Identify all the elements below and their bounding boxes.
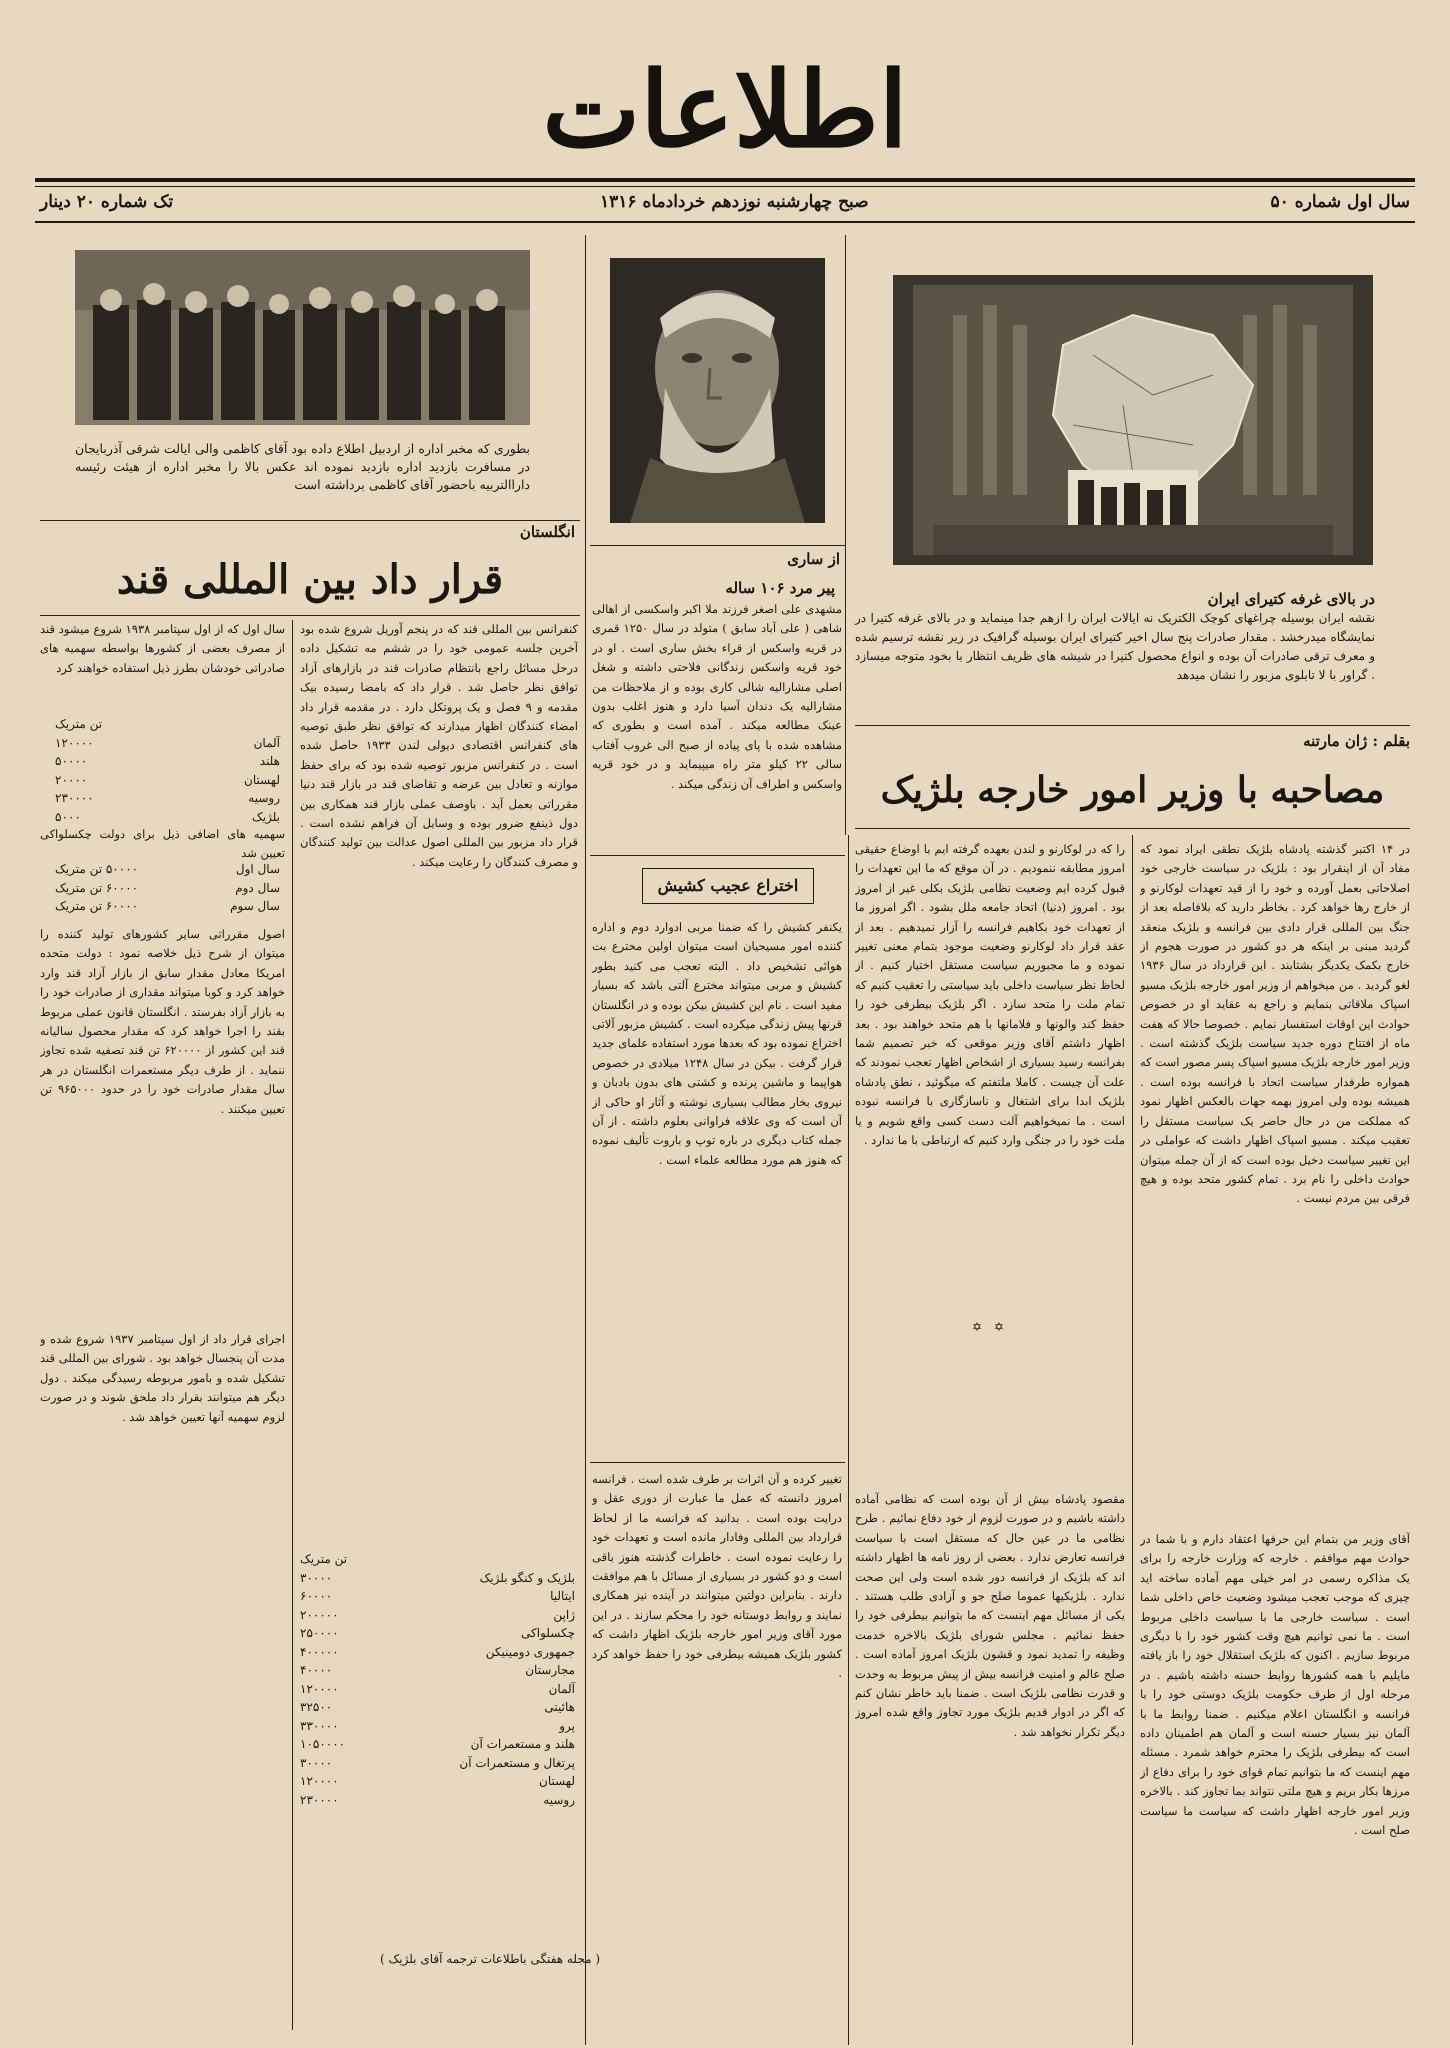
- table-cell-country: هلند: [259, 754, 280, 768]
- table-cell-value: ۱۲۰۰۰۰: [55, 735, 94, 750]
- interview-byline: بقلم : ژان مارتنه: [1303, 732, 1410, 750]
- inventor-article-text: یکنفر کشیش را که ضمنا مربی ادوارد دوم و اداره کننده امور مسیحیان است میتوان اولین مخترع بت هوائی تشخیص داد . البته تعجب می کنید بطور کشیش و مربی میتواند مخترع آلتی باشد که بسیار مفید است . نام این کشیش بیکن بوده و در انگلستان قرنها پیش زندگی میکرده است . کشیش مزبور آلاتی اختراع نموده بود که بعدها مورد استفاده علمای جدید قرار گرفت . بیکن در سال ۱۲۴۸ میلادی در خصوص هواپیما و ماشین پرنده و کشتی های بدون بادبان و نیروی بخار مطالب بسیاری نوشته و آثار او حاکی از آن است که وی علاقه فراوانی بعلوم داشته . از آن جمله کتاب دیگری در باره توپ و باروت تألیف نموده که هنوز هم مورد مطالعه علماء است .: [592, 920, 842, 1167]
- table-cell-country: سال اول: [235, 862, 280, 876]
- group-photo-caption: بطوری که مخبر اداره از اردبیل اطلاع داده بود آقای کاظمی والی ایالت شرقی آذربایجان در مسافرت بازدید اداره بازدید نموده اند عکس بالا را مخبر اداره از هیئت رئیسه داراالتربیه باحضور آقای کاظمی برداشته است: [75, 441, 530, 492]
- table-cell-country: روسیه: [543, 1792, 575, 1807]
- sugar-body-4: اصول مقرراتی سایر کشورهای تولید کننده را میتوان از شرح ذیل خلاصه نمود : دولت متحده امریکا معادل مقدار سابق از بازار آزاد قند وارد خواهد کرد و کوبا میتواند مقداری از صادرات خود را به بازار آزاد بفرستد . انگلستان قانون عملی مربوط بقند را اجرا خواهد کرد که مقدار محصول سالیانه قند این کشور از ۶۲۰۰۰۰ تن قند تصفیه شده تجاوز ننماید . از طرف دیگر مستعمرات انگلستان در هر سال مقدار صادرات خود را در حدود ۹۶۵۰۰۰ تن تعیین میکنند .: [40, 927, 285, 1116]
- column-rule: [848, 835, 849, 2045]
- table-cell-country: بلژیک و کنگو بلژیک: [479, 1570, 575, 1585]
- export-quota-table: [300, 1550, 575, 1809]
- map-caption-heading: در بالای غرفه کتیرای ایران: [1207, 590, 1375, 608]
- table-cell-country: سال دوم: [235, 880, 280, 895]
- table-row: [300, 1661, 575, 1680]
- czech-quota-table: [55, 860, 280, 916]
- inventor-article-boxed-headline: اختراع عجیب کشیش: [642, 868, 814, 904]
- map-photo-caption: [855, 590, 1375, 685]
- sugar-signoff: ( مجله هفتگی باطلاعات ترجمه آقای بلژیک ): [380, 1952, 600, 1966]
- table-cell-value: ۳۰۰۰۰: [300, 1755, 333, 1770]
- section-rule: [855, 725, 1410, 726]
- table-row: [55, 808, 280, 827]
- table-cell-value: ۲۳۰۰۰۰: [55, 791, 94, 805]
- section-rule: [590, 1462, 845, 1463]
- column-rule: [585, 235, 586, 2045]
- issue-number: سال اول شماره ۵۰: [1270, 192, 1410, 212]
- issue-price: تک شماره ۲۰ دینار: [40, 192, 174, 212]
- portrait-location-label: از ساری: [787, 550, 840, 568]
- table-row: [300, 1643, 575, 1662]
- table-cell-value: ۲۳۰۰۰۰: [300, 1792, 339, 1807]
- table-cell-value: ۶۰۰۰۰: [300, 1589, 333, 1603]
- table-cell-country: ایتالیا: [550, 1589, 575, 1603]
- table-cell-value: ۶۰۰۰۰ تن متریک: [55, 880, 139, 895]
- table-cell-value: ۱۰۵۰۰۰۰: [300, 1737, 346, 1751]
- table-row: [55, 771, 280, 790]
- section-rule: [40, 520, 580, 521]
- sugar-body-2: سال اول که از اول سپتامبر ۱۹۳۸ شروع میشود قند از مصرف بعضی از کشورها بواسطه سهمیه های صادراتی خودشان بطرز ذیل استفاده خواهند کرد: [40, 622, 285, 675]
- masthead-rule-top: [35, 178, 1415, 182]
- interview-column-1: در ۱۴ اکتبر گذشته پادشاه بلژیک نطقی ایراد نمود که مفاد آن از اینقرار بود : بلژیک در سیاست خارجی خود اصلاحاتی بعمل آورده و خود را از قید تعهدات لوکارنو و از خارج رها خواهد کرد . بخاطر دارید که بلافاصله بعد از جنگ بین المللی قرار دادی بین فرانسه و بلژیک منعقد گردید مبنی بر اینکه هر دو کشور در صورت هجوم از خارج بکمک یکدیگر بشتابند . این قرارداد در سال ۱۹۳۶ لغو گردید . من میخواهم از وزیر امور خارجه بلژیک مسیو اسپاک ملاقاتی بنمایم و راجع به عقاید او در خصوص حوادث این اوقات استفسار نمایم . خصوصا حالا که هفت ماه از افتتاح دوره جدید سیاست بلژیک گذشته است . وزیر امور خارجه بلژیک مسیو اسپاک پسر مصور است که همواره طرفدار سیاست اتحاد با فرانسه بوده است . همیشه بوده ولی امروز بهمه جهات بالعکس اظهار نمود که مملکت من در حال حاضر یک سیاست مستقل را تعقیب میکند . مسیو اسپاک اظهار داشت که عواملی در این تغییر سیاست دخیل بوده است که از آن جمله میتوان حوادث داخلی را نام برد . تمام کشور متحد بوده و هیچ فرقی بین مردم نیست .: [1140, 842, 1410, 1206]
- table-cell-country: لهستان: [539, 1774, 575, 1788]
- column-rule: [845, 235, 846, 835]
- map-exhibit-photo: [893, 275, 1373, 565]
- table-cell-country: پرو: [559, 1718, 575, 1733]
- table-cell-country: مجارستان: [525, 1663, 575, 1677]
- table-row: [300, 1624, 575, 1643]
- table-row: [55, 734, 280, 753]
- sugar-agreement-headline: قرار داد بین المللی قند: [116, 556, 504, 603]
- table-cell-value: ۴۰۰۰۰۰: [300, 1644, 339, 1659]
- sugar-body-3: سهمیه های اضافی ذیل برای دولت چکسلواکی تعیین شد: [40, 827, 285, 861]
- table-cell-country: هائیتی: [544, 1700, 575, 1714]
- table-cell-value: ۳۰۰۰۰: [300, 1570, 333, 1585]
- table-row: [300, 1587, 575, 1606]
- table-row: [300, 1606, 575, 1625]
- interview-column-3: مقصود پادشاه بیش از آن بوده است که نظامی آماده داشته باشیم و در صورت لزوم از خود دفاع نمائیم . طرح نظامی ما در عین حال که مستقل است با سیاست فرانسه تعارض ندارد . بعضی از روز نامه ها اظهار داشته اند که بلژیک از فرانسه دور شده است ولی این صحت ندارد . بلژیکیها عموما صلح جو و آزادی طلب هستند . یکی از مسائل مهم اینست که ما بتوانیم بیطرفی خود را حفظ نمائیم . مجلس شورای بلژیک بالاخره خدمت وظیفه را تمدید نمود و قشون بلژیک امروز آماده است . صلح عالم و امنیت فرانسه بیش از پیش مربوط به وحدت و قدرت نظامی بلژیک است . ضمنا باید خاطر نشان کنم که اگر در ادوار قدیم بلژیک مورد تجاوز واقع شده امروز دیگر تکرار نخواهد شد .: [855, 1492, 1125, 1739]
- issue-info-bar: [40, 190, 1410, 218]
- table-cell-value: ۱۲۰۰۰۰: [300, 1774, 339, 1788]
- interview-column-4: آقای وزیر من بتمام این حرفها اعتقاد دارم و با شما در حوادث مهم موافقم . خارجه که وزارت خارجه را برای یک مذاکره رسمی در امر خیلی مهم آماده ساخته اید چیزی که موجب تعجب میشود وضعیت خاص داخلی شما است . سیاست خارجی ما با سیاست داخلی مربوط است . ما نمی توانیم هیچ وقت کشور خود را با دیگری مربوط سازیم . اکنون که بلژیک استقلال خود را باز یافته مایلیم با همه کشورها روابط حسنه داشته باشیم . در مرحله اول از طرف حکومت بلژیک دوستی خود را با فرانسه و انگلستان اعلام میکنیم . ضمنا روابط ما با آلمان نیز بسیار حسنه است و آلمان هم اطمینان داده است که بیطرفی بلژیک را محترم خواهد شمرد . مسئله مهم اینست که ما بتوانیم تمام قوای خود را برای دفاع از مرزها بکار بریم و هیچ ملتی نتواند بما تجاوز کند . بالاخره وزیر امور خارجه اظهار داشت که سیاست ما سیاست صلح است .: [1140, 1532, 1410, 1838]
- sugar-quota-table: [55, 715, 280, 826]
- table-cell-country: آلمان: [548, 1681, 575, 1696]
- portrait-article-text: مشهدی علی اصغر فرزند ملا اکبر واسکسی از اهالی شاهی ( علی آباد سابق ) متولد در سال ۱۲۵۰ قمری در قریه واسکس از قراء بخش ساری است . او در خود قریه واسکس زندگانی فلاحتی داشته و شغل اصلی مشارالیه شالی کاری بوده و از ملاحظات من مشارالیه یک دندان آسیا دارد و هنوز اغلب بدون عینک مطالعه میکند . آمده است و بطوری که مشاهده شده با پای پیاده از صبح الی غروب آفتاب سالی ۲۲ کیلو متر راه میپیماید و در خود قریه واسکس و اطراف آن زندگی میکند .: [592, 602, 842, 791]
- table-row: [55, 879, 280, 898]
- table-row: [300, 1772, 575, 1791]
- table-cell-value: ۱۲۰۰۰۰: [300, 1681, 339, 1696]
- table-cell-country: پرتغال و مستعمرات آن: [459, 1755, 575, 1770]
- table-row: [300, 1717, 575, 1736]
- table-cell-country: روسیه: [248, 791, 280, 805]
- map-caption-text: نقشه ایران بوسیله چراغهای کوچک الکتریک نه ایالات ایران را ازهم جدا مینماید و در بالای غرفه کتیرا در نمایشگاه میدرخشد . مقدار صادرات پنج سال اخیر کتیرای ایران بوسیله گرافیک در زیر نقشه ترسیم شده و معرف ترقی صادرات آن بوده و انواع محصول کتیرا در شیشه های ظریف انتظار با بخود متوجه میسازد . گراور با لا تابلوی مزبور را نشان میدهد: [855, 611, 1375, 682]
- table-row: [300, 1680, 575, 1699]
- section-separator-stars: ✡ ✡: [972, 1320, 1008, 1334]
- table-row: [55, 789, 280, 808]
- newspaper-title: اطلاعات: [542, 48, 908, 171]
- table-cell-country: سال سوم: [230, 899, 280, 913]
- table-cell-value: ۵۰۰۰۰: [55, 754, 88, 768]
- table-cell-value: ۵۰۰۰۰ تن متریک: [55, 862, 139, 876]
- table-cell-value: ۳۳۰۰۰۰: [300, 1718, 339, 1733]
- table-cell-country: ژاپن: [553, 1607, 575, 1622]
- table-cell-value: ۴۰۰۰۰: [300, 1663, 333, 1677]
- section-rule: [40, 615, 580, 616]
- interview-headline: مصاحبه با وزیر امور خارجه بلژیک: [880, 769, 1385, 811]
- section-rule: [855, 828, 1410, 829]
- portrait-article-headline: پیر مرد ۱۰۶ ساله: [725, 579, 835, 597]
- table-cell-country: آلمان: [253, 735, 280, 750]
- table-cell-value: ۲۵۰۰۰۰: [300, 1626, 339, 1640]
- column-rule: [292, 620, 293, 2030]
- issue-date: صبح چهارشنبه نوزدهم خردادماه ۱۳۱۶: [600, 192, 869, 212]
- elderly-man-portrait-photo: [610, 258, 825, 523]
- table-cell-country: بلژیک: [251, 809, 280, 824]
- table-cell-value: ۲۰۰۰۰۰: [300, 1607, 339, 1622]
- masthead: [0, 48, 1450, 171]
- sugar-body-5: اجرای قرار داد از اول سپتامبر ۱۹۳۷ شروع شده و مدت آن پنجسال خواهد بود . شورای بین المللی قند تشکیل شده و بامور مربوطه رسیدگی میکند . دول دیگر هم میتوانند بقرار داد ملحق شوند و در صورت لزوم سهمیه آنها تعیین خواهد شد .: [40, 1332, 285, 1424]
- sugar-column-1: [300, 620, 578, 1320]
- sugar-table-unit: تن متریک: [55, 717, 103, 731]
- table-cell-value: ۳۲۵۰۰: [300, 1700, 333, 1714]
- table-cell-country: جمهوری دومینیکن: [485, 1644, 575, 1659]
- table-cell-value: ۲۰۰۰۰: [55, 772, 88, 787]
- left-section-tag: انگلستان: [519, 523, 575, 541]
- section-rule: [590, 545, 845, 546]
- masthead-rule-thin: [35, 186, 1415, 187]
- table-cell-value: ۶۰۰۰۰ تن متریک: [55, 899, 139, 913]
- column-rule: [1132, 835, 1133, 2045]
- group-officials-photo: [75, 250, 530, 425]
- table-cell-value: ۵۰۰۰: [55, 809, 81, 824]
- table-cell-country: لهستان: [244, 772, 280, 787]
- section-rule: [590, 855, 845, 856]
- masthead-rule-bottom: [35, 221, 1415, 223]
- table-row: [300, 1754, 575, 1773]
- table-row: [55, 860, 280, 879]
- center-lower-text: تغییر کرده و آن اثرات بر طرف شده است . فرانسه امروز دانسته که عمل ما عبارت از دوری عقل و درایت بوده است . بدانید که فرانسه ما از لحاظ قرارداد بین المللی وفادار مانده است و تعهدات خود را رعایت نموده است . خاطرات گذشته هنوز باقی است و دو کشور در بسیاری از مسائل با هم موافقت دارند . بنابراین دولتین میتوانند در آینده نیز همکاری نمایند و روابط دوستانه خود را محکم سازند . در این مورد آقای وزیر امور خارجه بلژیک اظهار داشت که کشور بلژیک همیشه بیطرفی خود را حفظ خواهد کرد .: [592, 1472, 842, 1681]
- export-table-head: تن متریک: [300, 1552, 348, 1566]
- sugar-body-1: کنفرانس بین المللی قند که در پنجم آوریل شروع شده بود آخرین جلسه عمومی خود را در ششم مه تشکیل داده درحل مسائل راجع بانتظام صادرات قند در بازارهای آزاد توافق نظر حاصل شد . قرار داد که بامضا رسیده بیک مقدمه و ۹ فصل و یک پروتکل دارد . در مقدمه قرار داد امضاء کنندگان اظهار میدارند که توافق نظر طبق توصیه های کنفرانس اقتصادی دیولی لندن ۱۹۳۳ حاصل شده است . در کنفرانس مزبور توصیه شده بود که برای حفظ موازنه و تعادل بین عرضه و تقاضای قند در بازار قند دنیا مقرراتی بعمل آید . باوصف عملی بازار قند همکاری بین دول ذینفع ضرور بوده و وسایل آن فراهم نشده است . قرار داد مزبور بین المللی اصول عدالت بین تولید کنندگان و مصرف کنندگان را رعایت میکند .: [300, 622, 578, 869]
- table-cell-country: چکسلواکی: [521, 1626, 575, 1640]
- table-row: [55, 752, 280, 771]
- table-row: [300, 1735, 575, 1754]
- table-row: [300, 1569, 575, 1588]
- table-cell-country: هلند و مستعمرات آن: [470, 1737, 575, 1751]
- table-row: [55, 897, 280, 916]
- table-row: [300, 1698, 575, 1717]
- table-row: [300, 1791, 575, 1810]
- interview-column-2: را که در لوکارنو و لندن بعهده گرفته ایم با اوضاع حقیقی امروز مطابقه ننمودیم . در آن موقع که ما این تعهدات را قبول کرده ایم وضعیت نظامی بلژیک بکلی غیر از امروز بود . امروز (دنیا) اتحاد جامعه ملل بشود . اگر امروز ما از تعهدات خود بکاهیم فرانسه را آزار نمیدهیم . بعد از عقد قرار داد لوکارنو وضعیت موجود بتمام معنی تغییر نموده و ما مجبوریم سیاست مستقل اختیار کنیم . از لحاظ نظر سیاست داخلی باید سیاستی را تعقیب کنیم که تمام ملت را متحد سازد . اگر بلژیک بیطرفی خود را حفظ کند والونها و فلامانها با هم متحد خواهند بود . بعد اظهار داشتم آقای وزیر موقعی که خبر تصمیم شما بفرانسه رسید بسیاری از اشخاص اظهار تعجب نمودند که علت آن چیست . کاملا ملتفتم که میگوئید ، نطق پادشاه بلژیک ابدا برای اشتغال و ناسازگاری با فرانسه نبوده است . ما نمیخواهیم آلت دست کسی واقع شویم و یا ملت خود را در جنگی وارد کنیم که ارتباطی با ما ندارد .: [855, 842, 1125, 1148]
- sugar-column-2-end: [40, 1330, 285, 1940]
